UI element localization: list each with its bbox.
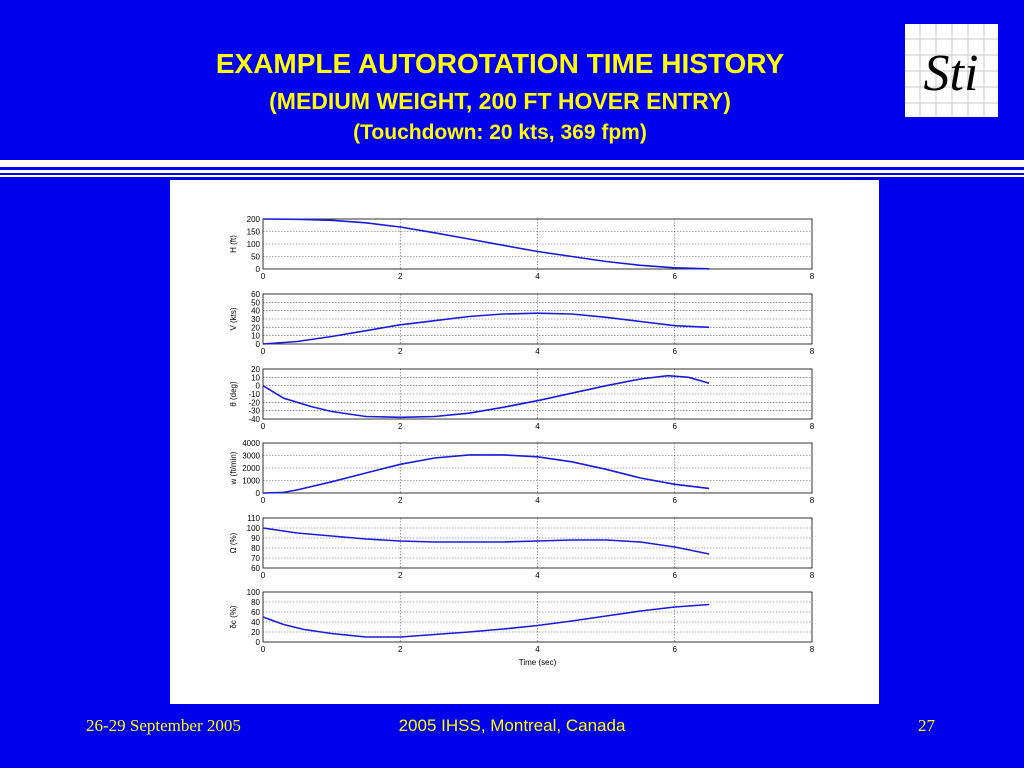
- plot-4-ytick-label: 2000: [242, 464, 260, 473]
- plot-6-xtick-label: 8: [809, 645, 815, 654]
- plot-2-xtick-label: 6: [672, 347, 677, 356]
- plot-2-xtick-label: 2: [398, 347, 403, 356]
- plot-5-xtick-label: 4: [535, 571, 540, 580]
- footer-venue: 2005 IHSS, Montreal, Canada: [398, 716, 626, 735]
- plot-4-ylabel: w (ft/min): [229, 451, 238, 485]
- plot-5-ytick-label: 60: [251, 564, 260, 573]
- plot-2-ytick-label: 40: [251, 306, 260, 316]
- plot-4-xtick-label: 8: [809, 496, 815, 505]
- plot-3-ytick-label: -20: [248, 398, 260, 408]
- plot-6-ytick-label: 80: [251, 598, 260, 607]
- plot-2-xtick-label: 8: [809, 347, 815, 356]
- time-history-charts: [170, 180, 879, 704]
- plot-3-xtick-label: 0: [260, 422, 266, 431]
- plot-2-ytick-label: 20: [251, 323, 260, 333]
- plot-2-ytick-label: 50: [251, 298, 260, 308]
- plot-6-ytick-label: 40: [251, 618, 260, 627]
- plot-6-xtick-label: 0: [260, 645, 266, 654]
- plot-4-ytick-label: 3000: [242, 451, 260, 461]
- plot-1-ytick-label: 0: [255, 265, 260, 274]
- plot-1-xtick-label: 4: [535, 272, 540, 281]
- plot-3-xtick-label: 6: [672, 422, 677, 431]
- sti-logo: [905, 24, 998, 117]
- plot-5-xtick-label: 8: [809, 571, 815, 580]
- plot-6-ytick-label: 0: [255, 638, 260, 647]
- plot-1-xtick-label: 0: [260, 272, 266, 281]
- plot-4-xtick-label: 4: [535, 496, 540, 505]
- slide-title: EXAMPLE AUTOROTATION TIME HISTORY: [215, 48, 785, 79]
- plot-1-xtick-label: 2: [398, 272, 403, 281]
- divider-line: [0, 160, 1024, 167]
- plot-2-xtick-label: 4: [535, 347, 540, 356]
- plot-6-ytick-label: 20: [251, 628, 260, 637]
- plot-1-xtick-label: 8: [809, 272, 815, 281]
- plot-1-ytick-label: 150: [246, 227, 260, 237]
- plot-5-xtick-label: 6: [672, 571, 677, 580]
- plot-4-ytick-label: 1000: [242, 476, 260, 486]
- plot-4-xtick-label: 6: [672, 496, 677, 505]
- plot-4-ytick-label: 4000: [242, 439, 260, 448]
- plot-1-ytick-label: 50: [251, 252, 260, 262]
- chart-panel: [170, 180, 879, 704]
- plot-5-ytick-label: 80: [251, 544, 260, 553]
- plot-5-ylabel: Ω (%): [229, 532, 238, 554]
- plot-3-ytick-label: -10: [248, 390, 260, 399]
- logo-text: Sti: [923, 45, 979, 102]
- plot-3-ytick-label: 20: [251, 365, 260, 374]
- footer-date: 26-29 September 2005: [86, 716, 241, 735]
- plot-2-ytick-label: 60: [251, 290, 260, 299]
- plot-2-ytick-label: 0: [255, 340, 260, 349]
- plot-4-xtick-label: 0: [260, 496, 266, 505]
- plot-3-ytick-label: -30: [248, 406, 260, 416]
- plot-2-xtick-label: 0: [260, 347, 266, 356]
- plot-3-xtick-label: 8: [809, 422, 815, 431]
- plot-4-ytick-label: 0: [255, 489, 260, 498]
- plot-2-ylabel: V (kts): [229, 307, 238, 331]
- slide-subtitle: (MEDIUM WEIGHT, 200 FT HOVER ENTRY): [269, 88, 731, 114]
- plot-6-ytick-label: 60: [251, 608, 260, 617]
- plot-4-xtick-label: 2: [398, 496, 403, 505]
- plot-1-ytick-label: 100: [246, 240, 260, 249]
- plot-3-xtick-label: 4: [535, 422, 540, 431]
- slide-subtitle-touchdown: (Touchdown: 20 kts, 369 fpm): [353, 121, 647, 144]
- page-number: 27: [918, 716, 935, 735]
- plot-6-xtick-label: 6: [672, 645, 677, 654]
- plot-5-ytick-label: 90: [251, 534, 260, 543]
- plot-2-ytick-label: 10: [251, 331, 260, 341]
- plot-3-ytick-label: -40: [248, 415, 260, 424]
- plot-1-xtick-label: 6: [672, 272, 677, 281]
- plot-6-ylabel: δc (%): [229, 605, 238, 629]
- plot-5-xtick-label: 0: [260, 571, 266, 580]
- plot-5-ytick-label: 110: [247, 514, 260, 523]
- plot-5-ytick-label: 70: [251, 554, 260, 563]
- plot-1-ylabel: H (ft): [229, 235, 238, 253]
- plot-1-ytick-label: 200: [246, 215, 260, 224]
- plot-2-ytick-label: 30: [251, 315, 260, 324]
- plot-6-xtick-label: 2: [398, 645, 403, 654]
- plot-3-ytick-label: 0: [255, 381, 260, 391]
- plot-5-xtick-label: 2: [398, 571, 403, 580]
- plot-6-xtick-label: 4: [535, 645, 540, 654]
- plot-6-xlabel: Time (sec): [518, 658, 557, 667]
- divider-line: [0, 170, 1024, 173]
- plot-3-ytick-label: 10: [251, 373, 260, 383]
- plot-3-ylabel: θ (deg): [229, 381, 238, 407]
- plot-5-ytick-label: 100: [246, 524, 260, 533]
- plot-3-xtick-label: 2: [398, 422, 403, 431]
- plot-6-ytick-label: 100: [246, 588, 260, 597]
- divider-line: [0, 175, 1024, 177]
